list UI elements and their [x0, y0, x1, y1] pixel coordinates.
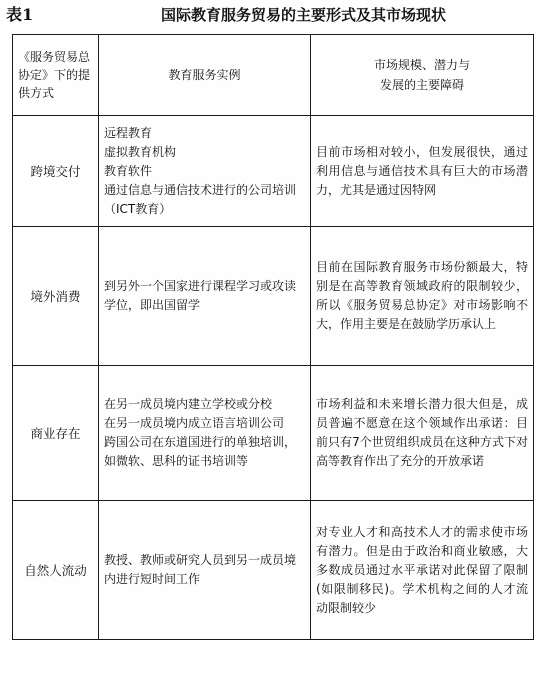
table-row: [13, 227, 534, 366]
row-examples-cell: [99, 116, 311, 227]
example-item: 教育软件: [104, 163, 153, 178]
example-item: 在另一成员境内建立学校或分校: [104, 397, 273, 411]
row-examples-cell: [99, 366, 311, 501]
example-item: 通过信息与通信技术进行的公司培训（ICT教育）: [104, 182, 297, 216]
header-market-status: 市场规模、潜力与 发展的主要障碍: [311, 35, 534, 116]
row-mode-commercial-presence: 商业存在: [13, 366, 99, 501]
header-row: [13, 35, 534, 116]
example-item: 在另一成员境内成立语言培训公司: [104, 416, 285, 430]
example-item: 到另外一个国家进行课程学习或攻读学位，即出国留学: [104, 279, 297, 312]
row-examples-cell: [99, 501, 311, 640]
row-market-cell: 市场利益和未来增长潜力很大但是，成员普遍不愿意在这个领域作出承诺：目前只有7个世贸组织成员在这种方式下对高等教育作出了充分的开放承诺: [311, 366, 534, 501]
row-mode-natural-persons: 自然人流动: [13, 501, 99, 640]
row-market-cell: 目前市场相对较小，但发展很快，通过利用信息与通信技术具有巨大的市场潜力，尤其是通过因特网: [311, 116, 534, 227]
example-item: 远程教育: [104, 125, 153, 140]
table-row: [13, 116, 534, 227]
table-number: 表1: [6, 5, 34, 24]
education-services-table: [12, 34, 534, 640]
row-market-cell: 目前在国际教育服务市场份额最大，特别是在高等教育领域政府的限制较少，所以《服务贸易总协定》对市场影响不大，作用主要是在鼓励学历承认上: [311, 227, 534, 366]
table-title: 国际教育服务贸易的主要形式及其市场现状: [160, 6, 446, 24]
row-mode-cross-border: 跨境交付: [13, 116, 99, 227]
row-examples-cell: [99, 227, 311, 366]
table-caption: [6, 4, 541, 28]
example-item: 教授、教师或研究人员到另一成员境内进行短时间工作: [104, 553, 297, 586]
example-item: 虚拟教育机构: [104, 144, 177, 159]
example-item: 跨国公司在东道国进行的单独培训，如微软、思科的证书培训等: [104, 435, 297, 468]
table-row: [13, 501, 534, 640]
header-supply-mode: 《服务贸易总协定》下的提供方式: [13, 35, 99, 116]
row-mode-consumption-abroad: 境外消费: [13, 227, 99, 366]
row-market-cell: 对专业人才和高技术人才的需求使市场有潜力。但是由于政治和商业敏感，大多数成员通过水平承诺对此保留了限制(如限制移民)。学术机构之间的人才流动限制较少: [311, 501, 534, 640]
table-row: [13, 366, 534, 501]
header-service-examples: 教育服务实例: [99, 35, 311, 116]
